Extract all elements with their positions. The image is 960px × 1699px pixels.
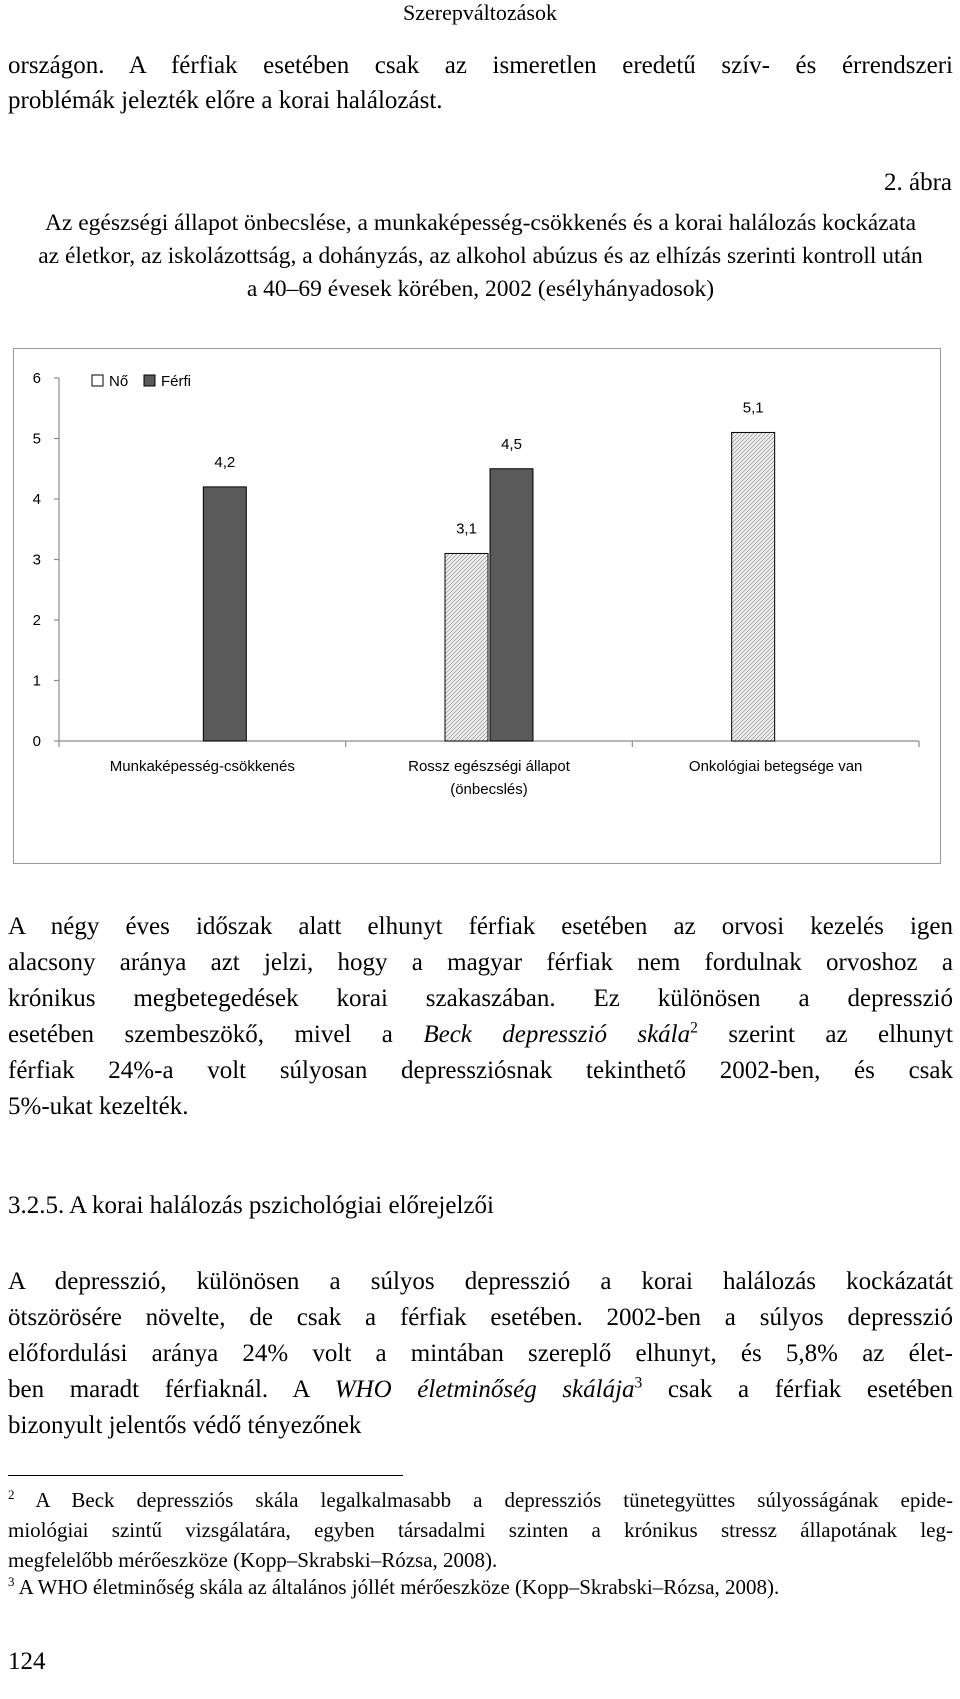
x-category-label: Rossz egészségi állapot <box>408 758 570 775</box>
para2-l4-after: csak a férfiak esetében <box>642 1376 953 1403</box>
data-label: 4,5 <box>501 435 522 453</box>
y-tick-label: 1 <box>32 672 41 690</box>
y-tick-label: 6 <box>32 370 41 387</box>
data-label: 5,1 <box>742 399 764 417</box>
y-tick-label: 5 <box>32 430 41 448</box>
para2-line-5: bizonyult jelentős védő tényezőnek <box>8 1412 362 1439</box>
x-category-label: (önbecslés) <box>450 781 528 798</box>
para2-line-3: előfordulási aránya 24% volt a mintában szereplő elhunyt, és 5,8% az élet- <box>8 1340 953 1367</box>
footnote-ref-2: 2 <box>690 1019 698 1037</box>
footnote-rule <box>8 1475 403 1476</box>
footnote-2-line-3: megfelelőbb mérőeszköze (Kopp–Skrabski–Rózsa, 2008). <box>8 1548 498 1572</box>
x-category-label: Onkológiai betegsége van <box>688 758 863 775</box>
beck-scale-term: Beck depresszió skála <box>423 1021 691 1048</box>
footnote-2-mark: 2 <box>8 1487 15 1502</box>
footnote-3 <box>8 1575 953 1600</box>
figure-caption-line-3: a 40–69 évesek körében, 2002 (esélyhányadosok) <box>246 276 715 302</box>
para1-line-5: férfiak 24%-a volt súlyosan depressziósnak tekinthető 2002-ben, és csak <box>8 1057 953 1084</box>
y-tick-label: 0 <box>32 733 41 750</box>
section-heading: 3.2.5. A korai halálozás pszichológiai előrejelzői <box>8 1192 494 1219</box>
para1-line-2: alacsony aránya azt jelzi, hogy a magyar férfiak nem fordulnak orvoshoz a <box>8 949 953 976</box>
legend-label-ferfi: Férfi <box>161 373 191 390</box>
para2-line-1: A depresszió, különösen a súlyos depresszió a korai halálozás kockázatát <box>8 1268 953 1295</box>
running-header: Szerepváltozások <box>403 0 557 25</box>
legend-label-no: Nő <box>109 373 129 390</box>
para2-l4-before: ben maradt férfiaknál. A <box>8 1376 335 1403</box>
who-scale-term: WHO életminőség skálája <box>334 1376 635 1403</box>
bar-ferfi-2 <box>490 469 533 741</box>
intro-line-1: országon. A férfiak esetében csak az ismeretlen eredetű szív- és érrendszeri <box>8 52 953 79</box>
figure-number: 2. ábra <box>883 169 952 196</box>
y-tick-label: 3 <box>32 551 41 569</box>
para1-line-6: 5%-ukat kezelték. <box>8 1093 189 1120</box>
footnote-2-text-1: A Beck depressziós skála legalkalmasabb a depressziós tünetegyüttes súlyosságának epide- <box>35 1488 954 1512</box>
figure-caption-line-1: Az egészségi állapot önbecslése, a munkaképesség-csökkenés és a korai halálozás kockázata <box>44 210 917 236</box>
footnote-ref-3: 3 <box>634 1374 643 1392</box>
footnote-3-text: A WHO életminőség skála az általános jóllét mérőeszköze (Kopp–Skrabski–Rózsa, 2008). <box>18 1575 780 1599</box>
bar-chart <box>14 349 939 862</box>
footnote-2-line-2: miológiai szintű vizsgálatára, egyben társadalmi szinten a krónikus stressz állapotának leg- <box>8 1518 953 1542</box>
para1-l4-after: szerint az elhunyt <box>697 1021 953 1048</box>
para2-line-4 <box>8 1376 953 1404</box>
intro-line-2: problémák jelezték előre a korai halálozást. <box>8 87 443 114</box>
y-tick-label: 2 <box>32 612 41 629</box>
page-number: 124 <box>8 1648 46 1675</box>
bar-no-3 <box>732 432 775 741</box>
footnote-2-line-1 <box>8 1488 953 1513</box>
para1-line-3: krónikus megbetegedések korai szakaszában. Ez különösen a depresszió <box>8 985 953 1012</box>
footnote-3-mark: 3 <box>8 1574 15 1589</box>
x-category-label: Munkaképesség-csökkenés <box>109 758 295 775</box>
legend-swatch-ferfi <box>144 375 155 386</box>
legend-swatch-no <box>92 375 103 386</box>
para1-l4-before: esetében szembeszökő, mivel a <box>8 1021 424 1048</box>
para1-line-4 <box>8 1021 953 1049</box>
para1-line-1: A négy éves időszak alatt elhunyt férfiak esetében az orvosi kezelés igen <box>8 913 953 940</box>
data-label: 4,2 <box>214 453 236 471</box>
data-label: 3,1 <box>456 520 477 538</box>
figure-caption-line-2: az életkor, az iskolázottság, a dohányzás, az alkohol abúzus és az elhízás szerinti kontroll után <box>38 243 923 269</box>
bar-no-2 <box>445 553 488 741</box>
figure-caption <box>8 207 953 306</box>
y-tick-label: 4 <box>32 491 41 508</box>
para2-line-2: ötszörösére növelte, de csak a férfiak esetében. 2002-ben a súlyos depresszió <box>8 1304 953 1331</box>
bar-ferfi-1 <box>203 487 246 741</box>
chart-frame <box>13 348 941 864</box>
